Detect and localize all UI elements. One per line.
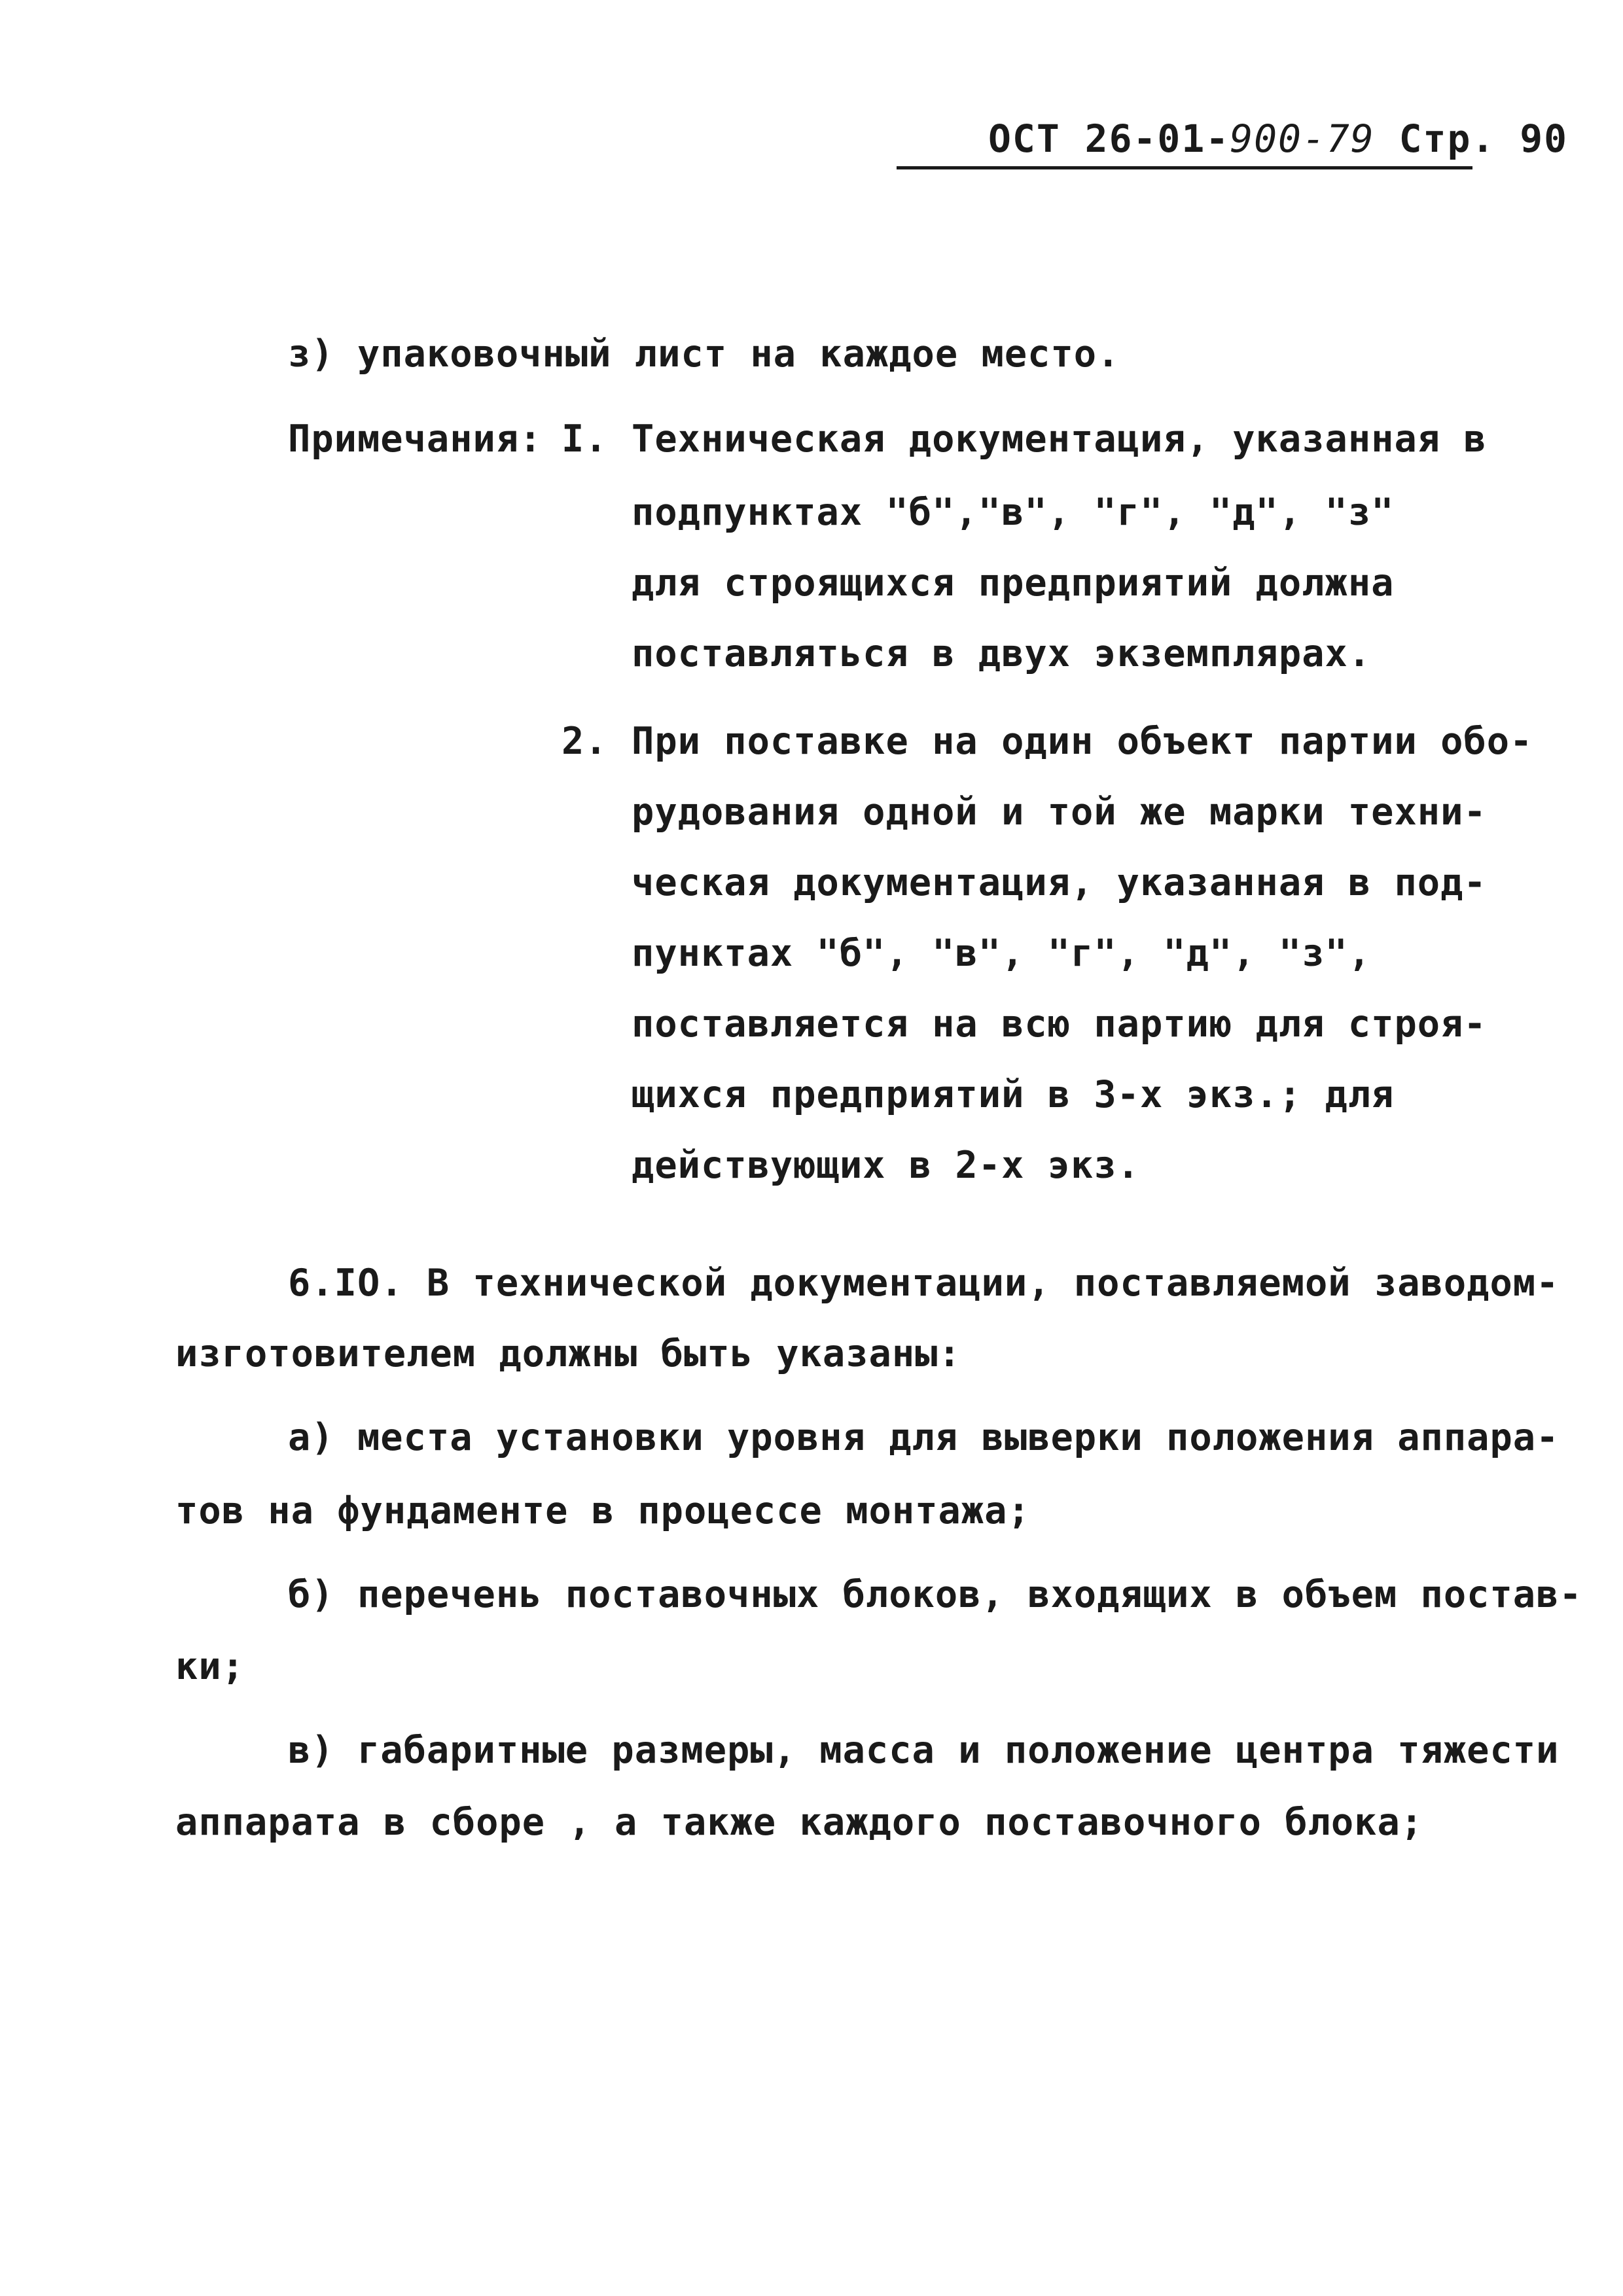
note-1-line: Техническая документация, указанная в [632,417,1487,461]
paragraph-6-10-line: 6.IO. В технической документации, поставляемой заводом- [288,1262,1560,1305]
doc-code-handwritten: 900-79 [1230,116,1375,161]
item-v-line: аппарата в сборе , а также каждого поставочного блока; [175,1801,1424,1844]
item-a-line: тов на фундаменте в процессе монтажа; [175,1489,1031,1532]
note-2-line: щихся предприятий в 3-х экз.; для [632,1073,1395,1116]
page-number: Стр. 90 [1374,116,1569,161]
note-2-number: 2. [562,720,608,763]
item-b-line: ки; [175,1645,245,1688]
doc-code: ОСТ 26-01- [988,116,1230,161]
item-a-line: а) места установки уровня для выверки положения аппара- [288,1416,1560,1459]
note-2-line: пунктах "б", "в", "г", "д", "з", [632,932,1372,975]
item-v-line: в) габаритные размеры, масса и положение центра тяжести [288,1729,1560,1772]
note-1-line: подпунктах "б","в", "г", "д", "з" [632,491,1395,534]
note-2-line: ческая документация, указанная в под- [632,861,1487,904]
note-2-line: рудования одной и той же марки техни- [632,790,1487,834]
item-b-line: б) перечень поставочных блоков, входящих в объем постав- [288,1573,1582,1616]
paragraph-6-10-line: изготовителем должны быть указаны: [175,1332,961,1375]
item-z: з) упаковочный лист на каждое место. [288,332,1120,376]
page-header [897,116,1569,169]
note-2-line: поставляется на всю партию для строя- [632,1002,1487,1046]
notes-label: Примечания: [288,417,543,461]
note-2-line: При поставке на один объект партии обо- [632,720,1533,763]
note-2-line: действующих в 2-х экз. [632,1144,1140,1187]
note-1-number: I. [562,417,608,461]
note-1-line: для строящихся предприятий должна [632,561,1395,605]
note-1-line: поставляться в двух экземплярах. [632,632,1372,675]
